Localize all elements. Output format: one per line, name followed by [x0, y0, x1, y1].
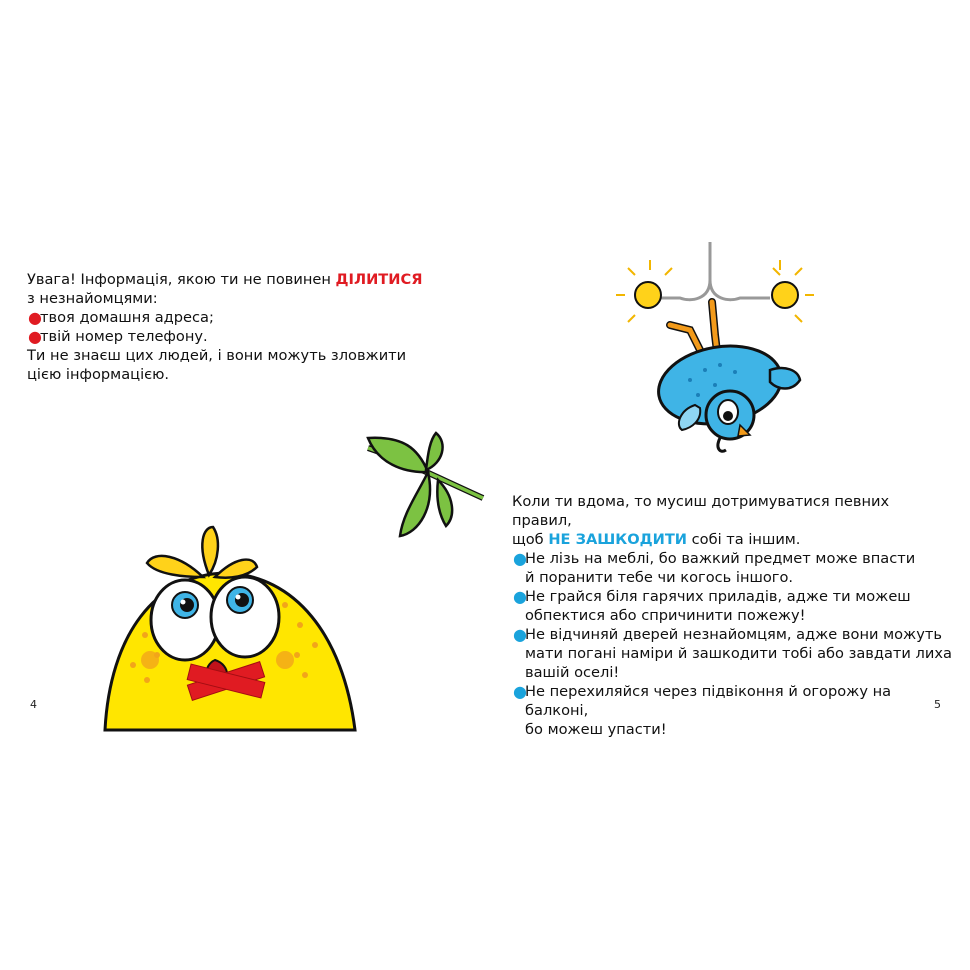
bullet-line: обпектися або спричинити пожежу!: [525, 607, 806, 624]
left-intro-highlight: ДІЛИТИСЯ: [335, 271, 423, 288]
list-item: [512, 682, 952, 739]
page-number-left: 4: [30, 698, 37, 711]
bullet-text: твоя домашня адреса;: [40, 309, 214, 326]
left-intro-line: [27, 270, 427, 289]
bullet-line: мати погані наміри й зашкодити тобі або завдати лиха: [525, 645, 952, 662]
bullet-dot-icon: ●: [513, 587, 527, 606]
yellow-chick-illustration: [85, 515, 345, 735]
left-bullet-list: [27, 308, 427, 346]
leaf-branch-illustration: [358, 428, 488, 538]
list-item: [512, 625, 952, 682]
bullet-dot-icon: ●: [28, 327, 42, 346]
bullet-dot-icon: ●: [513, 682, 527, 701]
bullet-line: й поранити тебе чи когось іншого.: [525, 569, 794, 586]
right-intro-suffix: собі та іншим.: [687, 531, 801, 548]
bullet-dot-icon: ●: [513, 549, 527, 568]
bullet-dot-icon: ●: [513, 625, 527, 644]
right-intro-highlight: НЕ ЗАШКОДИТИ: [548, 531, 687, 548]
left-outro-line2: цією інформацією.: [27, 366, 170, 383]
list-item: [512, 549, 952, 587]
bullet-text: твій номер телефону.: [40, 328, 208, 345]
right-page: [485, 0, 970, 970]
page-number-right: 5: [934, 698, 941, 711]
list-item: [512, 587, 952, 625]
list-item: [27, 308, 427, 327]
list-item: [27, 327, 427, 346]
bullet-dot-icon: ●: [28, 308, 42, 327]
bullet-line: Не перехиляйся через підвіконня й огорожу на балконі,: [525, 683, 892, 719]
bullet-line: вашій оселі!: [525, 664, 620, 681]
blue-bird-lamp-illustration: [620, 240, 810, 460]
bullet-line: Не відчиняй дверей незнайомцям, адже вони можуть: [525, 626, 942, 643]
bullet-line: Не лізь на меблі, бо важкий предмет може впасти: [525, 550, 916, 567]
left-intro-suffix: з незнайомцями:: [27, 290, 158, 307]
right-intro-line2: [512, 530, 952, 549]
right-bullet-list: [512, 549, 952, 739]
left-outro-line1: Ти не знаєш цих людей, і вони можуть зловжити: [27, 347, 407, 364]
right-text-block: [512, 492, 952, 739]
left-intro-prefix: Увага! Інформація, якою ти не повинен: [27, 271, 336, 288]
right-intro-line1: Коли ти вдома, то мусиш дотримуватися певних правил,: [512, 493, 890, 529]
left-text-block: [27, 270, 427, 384]
bullet-line: бо можеш упасти!: [525, 721, 667, 738]
bullet-line: Не грайся біля гарячих приладів, адже ти можеш: [525, 588, 911, 605]
right-intro-prefix: щоб: [512, 531, 549, 548]
